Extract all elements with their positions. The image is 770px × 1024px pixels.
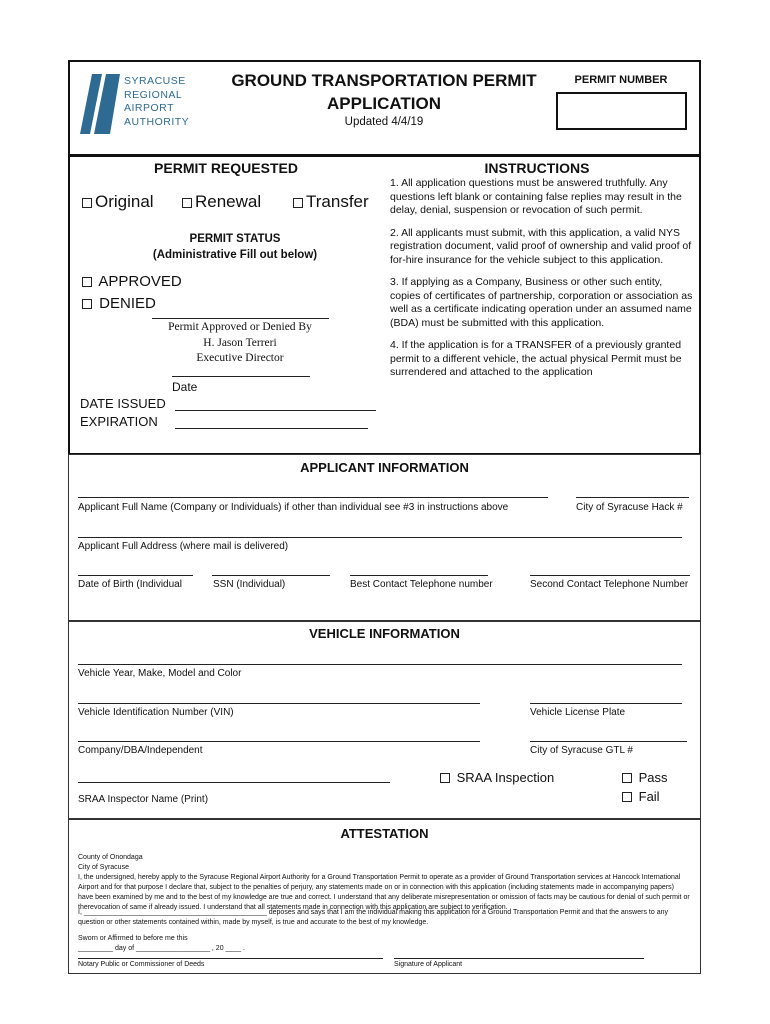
- checkbox-icon: [82, 198, 92, 208]
- instruction-item: 2. All applicants must submit, with this application, a valid NYS registration document, valid proof of ownership and valid proof of for-hire insurance for the vehicle subject to this application.: [390, 226, 692, 266]
- inspection-label: SRAA Inspection: [456, 770, 555, 785]
- inspector-name-label: SRAA Inspector Name (Print): [78, 794, 209, 805]
- approval-date-label: Date: [172, 380, 198, 394]
- instruction-item: 3. If applying as a Company, Business or other such entity, copies of certificates of partnership, corporation or association as well as a certificate indicating operation under an assumed name (BDA) must be submitted with this application.: [390, 276, 693, 329]
- pass-label: Pass: [638, 770, 668, 785]
- option-original[interactable]: [82, 192, 154, 212]
- instruction-item: 1. All application questions must be answered truthfully. Any questions left blank or containing false replies may result in the delay, denial, suspension or revocation of such permit.: [390, 177, 682, 216]
- checkbox-icon: [622, 792, 632, 802]
- signature-label: Signature of Applicant: [394, 961, 463, 968]
- instruction-item: 4. If the application is for a TRANSFER of a previously granted permit to a different vehicle, the actual physical Permit must be surrendered and attached to the application: [390, 339, 682, 378]
- logo-text: [124, 75, 189, 129]
- airport-logo-icon: [80, 74, 120, 134]
- logo-line: AIRPORT: [124, 102, 174, 114]
- hack-number-field[interactable]: [576, 497, 689, 498]
- approver-block: [140, 320, 340, 367]
- phone1-label: Best Contact Telephone number: [350, 579, 493, 590]
- attestation-body: I, the undersigned, hereby apply to the Syracuse Regional Airport Authority for a Ground Transportation Permit to operate as a provider of Ground Transportation services at Hancock International Airport and for that purpose I declare that, subject to the penalties of perjury, any statements made on or in connection with this application (including statements made in accompanying papers) have been examined by me and to the best of my knowledge are true and correct. I understand that any deliberate misrepresentation or omission of facts may be cautious for denial of such permit or therevocation of same if already issued. I understand that all statements made in connection with this application are subject to verification.: [78, 874, 690, 911]
- date-issued-label: DATE ISSUED: [80, 396, 166, 411]
- notary-signature-field[interactable]: [78, 958, 383, 959]
- checkbox-icon: [82, 277, 92, 287]
- option-transfer[interactable]: [293, 192, 369, 212]
- instructions-heading: INSTRUCTIONS: [484, 160, 590, 176]
- gtl-label: City of Syracuse GTL #: [530, 745, 633, 756]
- option-original-label: Original: [95, 192, 154, 211]
- vin-label: Vehicle Identification Number (VIN): [78, 707, 234, 718]
- updated-date: Updated 4/4/19: [344, 116, 424, 128]
- instructions-list: [390, 177, 693, 389]
- address-label: Applicant Full Address (where mail is delivered): [78, 541, 289, 552]
- expiration-field[interactable]: [175, 428, 368, 429]
- expiration-label: EXPIRATION: [80, 414, 158, 429]
- status-heading-line-2: (Administrative Fill out below): [152, 249, 318, 261]
- vehicle-heading: VEHICLE INFORMATION: [309, 626, 460, 641]
- permit-requested-heading: PERMIT REQUESTED: [154, 160, 298, 176]
- logo-line: REGIONAL: [124, 88, 183, 101]
- status-heading-line-1: PERMIT STATUS: [189, 233, 281, 245]
- fail-checkbox[interactable]: [622, 789, 660, 804]
- attestation-heading: ATTESTATION: [340, 826, 429, 841]
- pass-checkbox[interactable]: [622, 770, 668, 785]
- applicant-name-field[interactable]: [78, 497, 548, 498]
- vehicle-ymmc-field[interactable]: [78, 664, 682, 665]
- approver-signature-line: [152, 318, 329, 319]
- status-denied-label: DENIED: [99, 295, 156, 312]
- license-plate-label: Vehicle License Plate: [530, 707, 626, 718]
- fail-label: Fail: [638, 789, 660, 804]
- approver-line-3: Executive Director: [196, 352, 284, 364]
- status-approved-label: APPROVED: [98, 273, 182, 290]
- option-renewal[interactable]: [182, 192, 261, 212]
- sworn-text: Sworn or Affirmed to before me this: [78, 935, 188, 942]
- permit-number-label: PERMIT NUMBER: [574, 74, 668, 86]
- page-title: [198, 69, 570, 115]
- dob-label: Date of Birth (Individual: [78, 579, 182, 590]
- checkbox-icon: [182, 198, 192, 208]
- vehicle-ymmc-label: Vehicle Year, Make, Model and Color: [78, 668, 242, 679]
- company-field[interactable]: [78, 741, 480, 742]
- approver-line-1: Permit Approved or Denied By: [168, 321, 312, 333]
- approval-date-line: [172, 376, 310, 377]
- status-approved[interactable]: [82, 273, 182, 290]
- permit-number-field[interactable]: [556, 92, 687, 130]
- option-renewal-label: Renewal: [195, 192, 262, 211]
- applicant-name-label: Applicant Full Name (Company or Individuals) if other than individual see #3 in instructions above: [78, 502, 509, 513]
- attestation-county: County of Onondaga: [78, 854, 143, 861]
- notary-label: Notary Public or Commissioner of Deeds: [78, 961, 205, 968]
- checkbox-icon: [293, 198, 303, 208]
- status-denied[interactable]: [82, 295, 156, 312]
- vehicle-section: [68, 621, 701, 819]
- license-plate-field[interactable]: [530, 703, 682, 704]
- title-line-1: GROUND TRANSPORTATION PERMIT: [231, 71, 537, 90]
- dob-field[interactable]: [78, 575, 193, 576]
- phone1-field[interactable]: [350, 575, 488, 576]
- phone2-field[interactable]: [530, 575, 690, 576]
- applicant-heading: APPLICANT INFORMATION: [300, 460, 469, 475]
- approver-line-2: H. Jason Terreri: [203, 336, 277, 349]
- checkbox-icon: [82, 299, 92, 309]
- attestation-city: City of Syracuse: [78, 864, 129, 871]
- gtl-field[interactable]: [530, 741, 687, 742]
- inspection-checkbox[interactable]: [440, 770, 554, 785]
- address-field[interactable]: [78, 537, 682, 538]
- option-transfer-label: Transfer: [306, 192, 369, 211]
- inspector-name-field[interactable]: [78, 782, 390, 783]
- phone2-label: Second Contact Telephone Number: [530, 579, 689, 590]
- title-line-2: APPLICATION: [327, 94, 441, 113]
- sworn-day-line: _________ day of ___________________ , 20 ____ .: [78, 945, 245, 952]
- checkbox-icon: [440, 773, 450, 783]
- logo-line: AUTHORITY: [124, 115, 190, 128]
- attestation-deposes: I, _______________________________________________ deposes and says that I am the individual making this application for a Ground Transportation Permit and that the answers to any question or other statements contained within, made by myself, is true and accurate to the best of my knowledge.: [78, 909, 668, 926]
- date-issued-field[interactable]: [175, 410, 376, 411]
- applicant-signature-field[interactable]: [394, 958, 644, 959]
- company-label: Company/DBA/Independent: [78, 745, 203, 756]
- permit-status-heading: [130, 231, 340, 263]
- logo-line: SYRACUSE: [124, 75, 186, 87]
- ssn-field[interactable]: [212, 575, 330, 576]
- ssn-label: SSN (Individual): [213, 579, 286, 590]
- hack-number-label: City of Syracuse Hack #: [576, 502, 683, 513]
- vin-field[interactable]: [78, 703, 480, 704]
- checkbox-icon: [622, 773, 632, 783]
